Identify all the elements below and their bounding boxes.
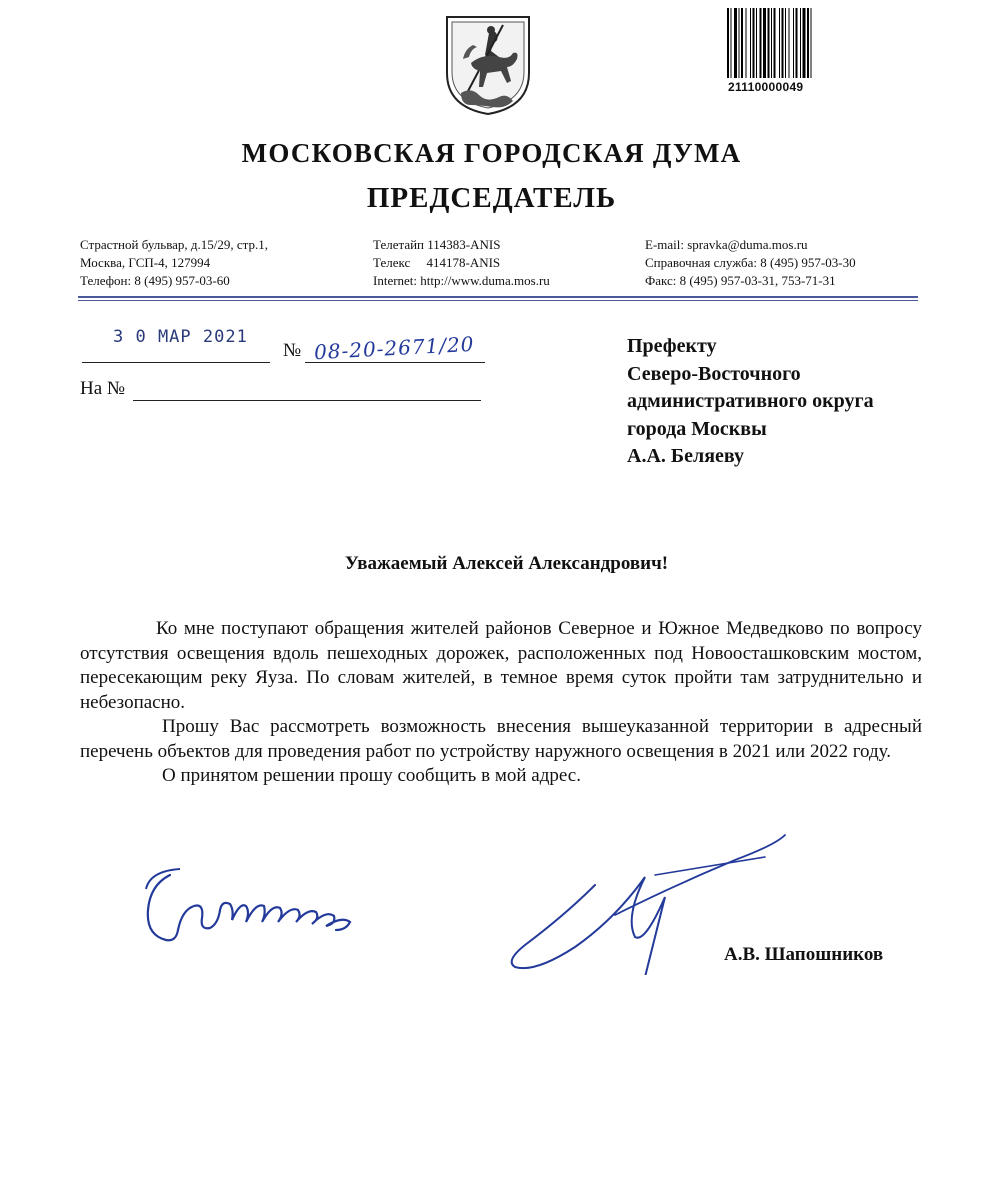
barcode-bar — [760, 8, 762, 78]
barcode-bar — [746, 8, 747, 78]
contact-line: E-mail: spravka@duma.mos.ru — [645, 237, 808, 252]
organization-title: МОСКОВСКАЯ ГОРОДСКАЯ ДУМА — [241, 138, 742, 168]
barcode-bar — [763, 8, 766, 78]
header-divider-thick — [78, 296, 918, 298]
signatory-name: А.В. Шапошников — [724, 944, 884, 965]
barcode-bar — [800, 8, 801, 78]
contact-line: Телефон: 8 (495) 957-03-60 — [80, 273, 230, 288]
addressee-line: А.А. Беляеву — [627, 445, 745, 467]
addressee-line: административного округа — [627, 390, 874, 412]
date-underline — [82, 362, 270, 363]
barcode-number: 21110000049 — [728, 80, 804, 94]
number-underline — [305, 362, 485, 363]
letter-body — [80, 617, 922, 789]
barcode-bar — [811, 8, 812, 78]
position-title: ПРЕДСЕДАТЕЛЬ — [366, 182, 617, 214]
registration-number-handwritten: 08-20-2671/20 — [313, 331, 476, 365]
reference-number-label: На № — [80, 378, 126, 399]
number-label: № — [283, 340, 302, 361]
barcode-bar — [750, 8, 751, 78]
barcode-bar — [793, 8, 794, 78]
barcode-bar — [753, 8, 755, 78]
contact-telecom-block — [373, 236, 550, 290]
barcode-bar — [789, 8, 790, 78]
barcode-bar — [785, 8, 786, 78]
barcode-bar — [768, 8, 770, 78]
body-paragraph: О принятом решении прошу сообщить в мой адрес. — [162, 765, 581, 786]
reference-number-underline — [133, 400, 481, 401]
contact-address-block — [80, 236, 268, 290]
addressee-line: Северо-Восточного — [627, 362, 801, 385]
barcode-bar — [734, 8, 737, 78]
barcode-bar — [774, 8, 776, 78]
contact-line: Internet: http://www.duma.mos.ru — [373, 273, 550, 288]
moscow-coat-of-arms-emblem — [443, 15, 533, 116]
salutation: Уважаемый Алексей Александрович! — [344, 553, 669, 574]
barcode-bar — [727, 8, 729, 78]
contact-line: Москва, ГСП-4, 127994 — [80, 255, 211, 270]
date-stamp: 3 0 МАР 2021 — [113, 327, 248, 347]
barcode-bar — [779, 8, 780, 78]
barcode-image — [725, 8, 865, 78]
barcode-bar — [731, 8, 732, 78]
body-paragraph: Ко мне поступают обращения жителей районов Северное и Южное Медведково по вопросу отсутствия освещения вдоль пешеходных дорожек, расположенных под Новоосташковским мостом, пересекающим реку Яуза. По словам жителей, в темное время суток пройти там затруднительно и небезопасно. — [80, 618, 922, 713]
barcode-bar — [803, 8, 806, 78]
handwritten-signature-left — [140, 865, 410, 955]
contact-line: Телекс 414178-ANIS — [373, 255, 501, 270]
addressee-line: города Москвы — [627, 417, 767, 440]
body-paragraph: Прошу Вас рассмотреть возможность внесения вышеуказанной территории в адресный перечень объектов для проведения работ по устройству наружного освещения в 2021 или 2022 году. — [80, 716, 922, 762]
barcode-bar — [807, 8, 809, 78]
barcode-bar — [796, 8, 798, 78]
contact-line: Страстной бульвар, д.15/29, стр.1, — [80, 237, 269, 252]
barcode-bar — [739, 8, 740, 78]
barcode-bar — [741, 8, 743, 78]
addressee-block — [627, 333, 874, 471]
addressee-line: Префекту — [627, 335, 717, 357]
contact-email-block — [645, 236, 856, 290]
barcode-bar — [782, 8, 784, 78]
contact-line: Телетайп 114383-ANIS — [373, 237, 501, 252]
barcode-bar — [771, 8, 772, 78]
header-divider-thin — [78, 300, 918, 301]
contact-line: Факс: 8 (495) 957-03-31, 753-71-31 — [645, 273, 836, 288]
contact-line: Справочная служба: 8 (495) 957-03-30 — [645, 255, 856, 270]
barcode-bar — [756, 8, 757, 78]
